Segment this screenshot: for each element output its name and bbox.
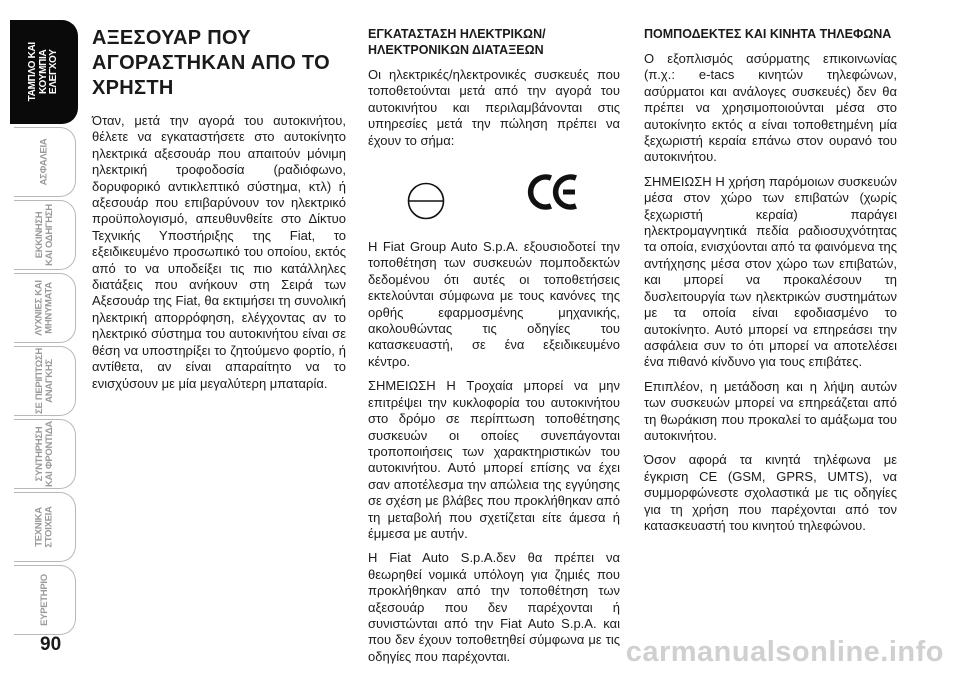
tab-label: ΤΕΧΝΙΚΑ ΣΤΟΙΧΕΙΑ	[33, 506, 55, 548]
tab-maintenance[interactable]	[14, 419, 76, 489]
body-paragraph: Επιπλέον, η μετάδοση και η λήψη αυτών των συσκευών μπορεί να επηρεάζεται από τη θωράκιση που προκαλεί το αμάξωμα του αυτοκινήτου.	[644, 378, 897, 443]
tab-dashboard-controls[interactable]	[10, 20, 78, 124]
chapter-sidebar	[0, 0, 84, 677]
tab-label: ΕΚΚΙΝΗΣΗ ΚΑΙ ΟΔΗΓΗΣΗ	[33, 204, 55, 266]
note-paragraph: ΣΗΜΕΙΩΣΗ Η Τροχαία μπορεί να μην επιτρέψει την κυκλοφορία του αυτοκινήτου στο δρόμο σε περίπτωση τοποθέτησης συσκευών οι οποίες συνεπάγονται τροποποιήσεις των χαρακτηριστικών του αυτοκινήτου. Αυτό μπορεί επίσης να έχει σαν αποτέλεσμα την απώλεια της εγγύησης σε σχέση με βλάβες που προκλήθηκαν από τη μεταβολή που σχετίζεται είτε άμεσα ή έμμεσα με αυτήν.	[368, 378, 620, 541]
column-accessories	[92, 26, 346, 400]
column-electrical-installation	[368, 26, 620, 673]
tab-safety[interactable]	[14, 127, 76, 197]
tab-label: ΣΕ ΠΕΡΙΠΤΩΣΗ ΑΝΑΓΚΗΣ	[33, 348, 55, 414]
section-heading: ΠΟΜΠΟΔΕΚΤΕΣ ΚΑΙ ΚΙΝΗΤΑ ΤΗΛΕΦΩΝΑ	[644, 27, 892, 41]
tab-warning-lights[interactable]	[14, 273, 76, 343]
tab-label: ΛΥΧΝΙΕΣ ΚΑΙ ΜΗΝΥΜΑΤΑ	[33, 280, 55, 336]
body-paragraph: Όταν, μετά την αγορά του αυτοκινήτου, θέλετε να εγκαταστήσετε στο αυτοκίνητο ηλεκτρικά αξεσουάρ που απαιτούν μόνιμη ηλεκτρική τροφοδοσία (ραδιόφωνο, δορυφορικό αντικλεπτικό σύστημα, κτλ) ή αξεσουάρ που επιβαρύνουν τον ηλεκτρικό προϋπολογισμό, απευθυνθείτε στο Δίκτυο Τεχνικής Υποστήριξης της Fiat, το εξειδικευμένο προσωπικό του οποίου, εκτός από το να υποδείξει τις πιο κατάλληλες διατάξεις που ανήκουν στη Σειρά των Αξεσουάρ της Fiat, θα εκτιμήσει τη συνολική ηλεκτρική απορρόφηση, ελέγχοντας αν το ηλεκτρικό σύστημα του αυτοκινήτου είναι σε θέση να υποστηρίξει το ζητούμενο φορτίο, ή αντίθετα, αν είναι απαραίτητο να το ενισχύσουν με μία μεγαλύτερη μπαταρία.	[92, 113, 346, 391]
section-heading: ΕΓΚΑΤΑΣΤΑΣΗ ΗΛΕΚΤΡΙΚΩΝ/ ΗΛΕΚΤΡΟΝΙΚΩΝ ΔΙΑΤΑΞΕΩΝ	[368, 27, 546, 57]
e-mark-icon	[406, 181, 446, 221]
tab-label: ΣΥΝΤΗΡΗΣΗ ΚΑΙ ΦΡΟΝΤΙΔΑ	[33, 421, 55, 487]
intro-paragraph: Οι ηλεκτρικές/ηλεκτρονικές συσκευές που τοποθετούνται μετά από την αγορά του αυτοκινήτου και περιλαμβάνονται στις υπηρεσίες μετά την πώληση πρέπει να έχουν το σήμα:	[368, 67, 620, 148]
tab-emergency[interactable]	[14, 346, 76, 416]
body-paragraph: Όσον αφορά τα κινητά τηλέφωνα με έγκριση CE (GSM, GPRS, UMTS), να συμμορφώνεστε σχολαστικά με τις οδηγίες για τη χρήση που παρέχονται από τον κατασκευαστή του κινητού τηλεφώνου.	[644, 452, 897, 533]
tab-technical-data[interactable]	[14, 492, 76, 562]
tab-index[interactable]	[14, 565, 76, 635]
ce-mark-icon	[526, 171, 580, 213]
tab-label: ΑΣΦΑΛΕΙΑ	[38, 138, 50, 186]
column-transceivers	[644, 26, 897, 542]
watermark: carmanualsonline.info	[625, 636, 944, 668]
liability-paragraph: Η Fiat Auto S.p.A.δεν θα πρέπει να θεωρηθεί νομικά υπόλογη για ζημιές που προκλήθηκαν από την τοποθέτηση των αξεσουάρ που δεν παρέχονται ή συνιστώνται από την Fiat Auto S.p.A. και που δεν έχουν τοποθετηθεί σύμφωνα με τις οδηγίες που παρέχονται.	[368, 550, 620, 664]
tab-starting-driving[interactable]	[14, 200, 76, 270]
note-paragraph: ΣΗΜΕΙΩΣΗ Η χρήση παρόμοιων συσκευών μέσα στον χώρο των επιβατών (χωρίς ξεχωριστή κεραία) παράγει ηλεκτρομαγνητικά πεδία ραδιοσυχνότητας τα οποία, ενισχύονται από τα φαινόμενα της αντήχησης μέσα στον χώρο των επιβατών, και μπορεί να προκαλέσουν τη δυσλειτουργία των ηλεκτρικών συστημάτων με τα οποία είναι εφοδιασμένο το αυτοκίνητο. Αυτό μπορεί να επηρεάσει την ασφάλεια συν το ότι μπορεί να αποτελέσει ένα πιθανό κίνδυνο για τους επιβάτες.	[644, 173, 897, 370]
tab-label: ΤΑΜΠΛΟ ΚΑΙ ΚΟΥΜΠΙΑ ΕΛΕΓΧΟΥ	[26, 42, 59, 102]
section-title: ΑΞΕΣΟΥΑΡ ΠΟΥ ΑΓΟΡΑΣΤΗΚΑΝ ΑΠΟ ΤΟ ΧΡΗΣΤΗ	[92, 27, 330, 99]
page-number: 90	[40, 634, 62, 655]
body-paragraph: Ο εξοπλισμός ασύρματης επικοινωνίας (π.χ.: e-tacs κινητών τηλεφώνων, ασύρματοι και ανάλογες συσκευές) δεν θα πρέπει να χρησιμοποιούνται μέσα στο αυτοκίνητο εκτός α είναι τοποθετημένη μία ξεχωριστή κεραία επάνω στον ουρανό του αυτοκινήτου.	[644, 51, 897, 165]
certification-symbols	[368, 159, 620, 233]
authorization-paragraph: Η Fiat Group Auto S.p.A. εξουσιοδοτεί την τοποθέτηση των συσκευών πομποδεκτών δεδομένου ότι αυτές οι τοποθετήσεις εκτελούνται σύμφωνα με τους κανόνες της ορθής εφαρμοσμένης μηχανικής, ακολουθώντας τις οδηγίες του κατασκευαστή, σε ένα εξειδικευμένο κέντρο.	[368, 239, 620, 369]
tab-label: ΕΥΡΕΤΗΡΙΟ	[38, 574, 50, 626]
